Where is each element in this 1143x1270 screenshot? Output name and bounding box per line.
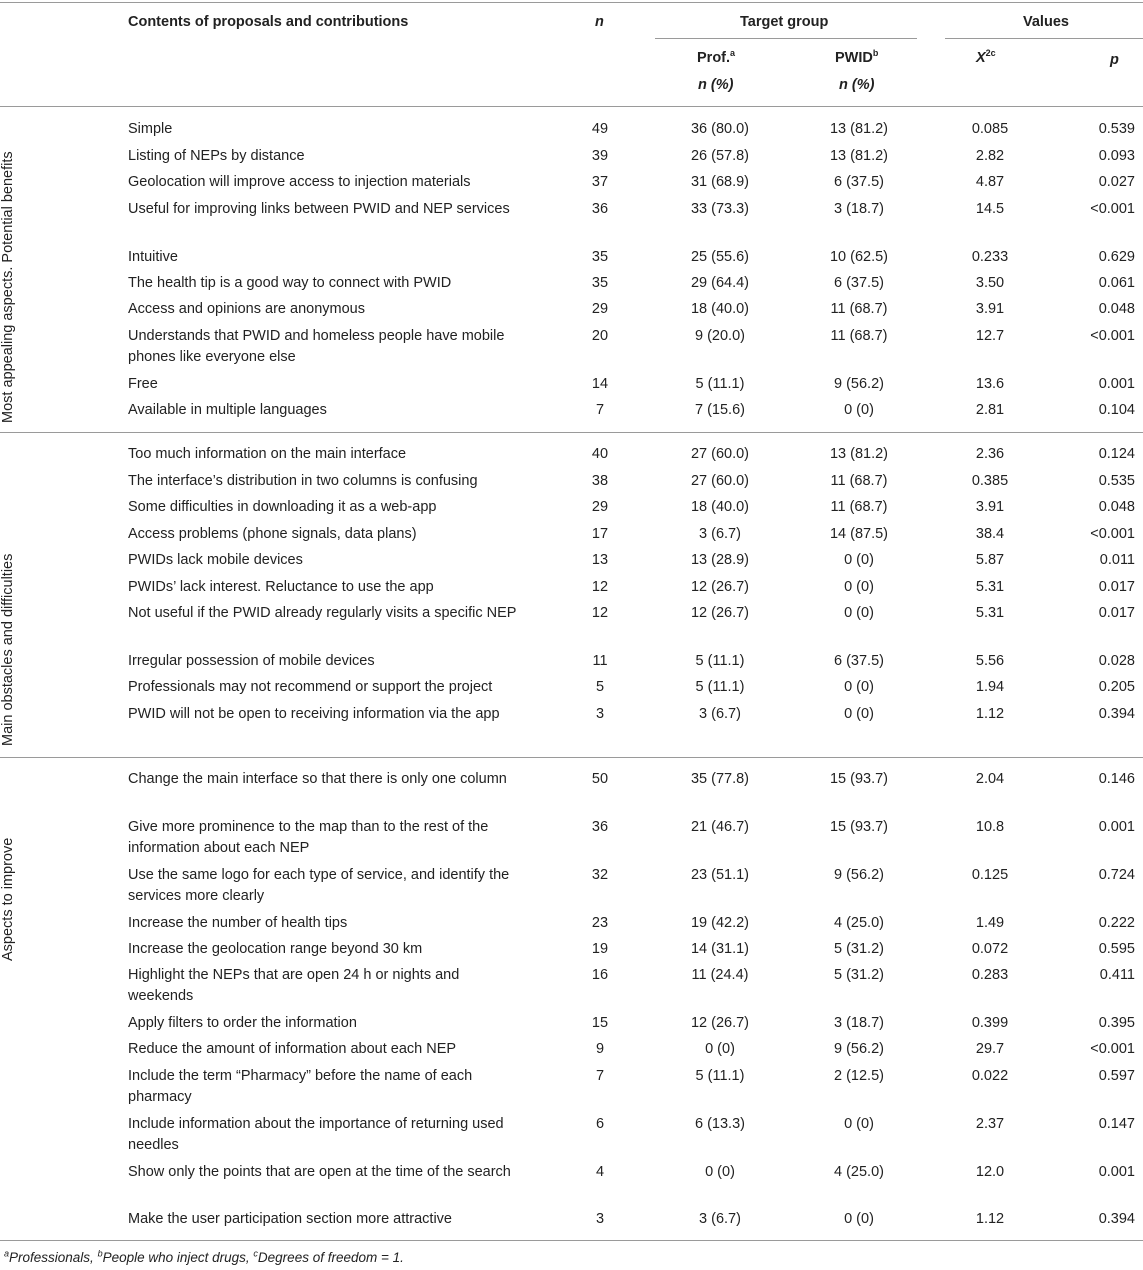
row-content: Geolocation will improve access to injection materials (128, 174, 471, 190)
row-p: 0.027 (1098, 174, 1135, 190)
row-x2: 38.4 (975, 526, 1005, 542)
row-content: Not useful if the PWID already regularly visits a specific NEP (128, 605, 517, 621)
row-x2: 1.12 (975, 1211, 1005, 1227)
row-x2: 2.81 (975, 402, 1005, 418)
row-x2: 1.49 (975, 915, 1005, 931)
row-pwid: 0 (0) (844, 402, 874, 418)
row-n: 17 (591, 526, 609, 542)
row-p: 0.539 (1098, 121, 1135, 137)
row-n: 12 (591, 579, 609, 595)
row-p: 0.394 (1098, 706, 1135, 722)
row-pwid: 2 (12.5) (834, 1068, 884, 1084)
row-p: 0.017 (1098, 579, 1135, 595)
row-pwid: 6 (37.5) (834, 174, 884, 190)
row-p: 0.001 (1098, 819, 1135, 835)
row-n: 3 (595, 706, 605, 722)
row-x2: 14.5 (975, 201, 1005, 217)
row-x2: 2.04 (975, 771, 1005, 787)
row-pwid: 9 (56.2) (834, 376, 884, 392)
row-prof: 3 (6.7) (699, 526, 741, 542)
row-x2: 3.50 (975, 275, 1005, 291)
row-p: <0.001 (1090, 526, 1135, 542)
row-content: Too much information on the main interface (128, 446, 407, 462)
bottom-rule (0, 1240, 1143, 1241)
row-p: 0.535 (1098, 473, 1135, 489)
section-label: Most appealing aspects. Potential benefits (0, 151, 16, 423)
section-label: Main obstacles and difficulties (0, 553, 16, 746)
header-values: Values (1023, 14, 1069, 30)
row-pwid: 15 (93.7) (829, 771, 889, 787)
row-pwid: 13 (81.2) (829, 148, 889, 164)
row-p: 0.048 (1098, 301, 1135, 317)
header-pwid-sub: n (%) (839, 77, 875, 93)
row-pwid: 11 (68.7) (830, 499, 888, 515)
row-p: 0.028 (1098, 653, 1135, 669)
row-content: Reduce the amount of information about each NEP (128, 1041, 457, 1057)
row-prof: 7 (15.6) (695, 402, 745, 418)
row-x2: 1.94 (975, 679, 1005, 695)
row-pwid: 0 (0) (844, 552, 874, 568)
target-group-rule (655, 38, 917, 39)
top-rule (0, 2, 1143, 3)
row-pwid: 4 (25.0) (834, 915, 884, 931)
row-prof: 5 (11.1) (695, 1068, 745, 1084)
row-pwid: 9 (56.2) (834, 867, 884, 883)
row-p: 0.001 (1098, 376, 1135, 392)
row-n: 6 (595, 1116, 605, 1132)
row-pwid: 6 (37.5) (834, 275, 884, 291)
row-n: 7 (595, 402, 605, 418)
row-n: 20 (591, 328, 609, 344)
row-prof: 21 (46.7) (690, 819, 750, 835)
row-content: Include the term “Pharmacy” before the name of each pharmacy (128, 1068, 473, 1105)
row-content: Apply filters to order the information (128, 1015, 357, 1031)
row-pwid: 0 (0) (844, 605, 874, 621)
row-pwid: 13 (81.2) (829, 446, 889, 462)
header-prof-sub: n (%) (698, 77, 734, 93)
row-content: Free (128, 376, 158, 392)
row-x2: 5.31 (975, 579, 1005, 595)
row-p: 0.011 (1099, 552, 1135, 568)
row-x2: 5.87 (975, 552, 1005, 568)
row-prof: 9 (20.0) (695, 328, 745, 344)
row-pwid: 10 (62.5) (829, 249, 889, 265)
row-prof: 14 (31.1) (690, 941, 750, 957)
row-content: Professionals may not recommend or support the project (128, 679, 493, 695)
row-n: 23 (591, 915, 609, 931)
row-n: 29 (591, 499, 609, 515)
row-x2: 3.91 (975, 301, 1005, 317)
section-label: Aspects to improve (0, 837, 16, 961)
row-pwid: 11 (68.7) (830, 473, 888, 489)
row-prof: 27 (60.0) (690, 446, 750, 462)
section-rule (0, 432, 1143, 433)
row-pwid: 0 (0) (844, 706, 874, 722)
row-p: 0.724 (1098, 867, 1135, 883)
row-n: 35 (591, 275, 609, 291)
row-prof: 5 (11.1) (695, 679, 745, 695)
row-n: 36 (591, 819, 609, 835)
row-content: Highlight the NEPs that are open 24 h or nights and weekends (128, 967, 460, 1004)
row-prof: 25 (55.6) (690, 249, 750, 265)
row-n: 9 (595, 1041, 605, 1057)
row-x2: 2.82 (975, 148, 1005, 164)
row-prof: 12 (26.7) (690, 579, 750, 595)
row-pwid: 0 (0) (844, 579, 874, 595)
row-p: 0.093 (1098, 148, 1135, 164)
row-pwid: 3 (18.7) (834, 1015, 884, 1031)
row-n: 37 (591, 174, 609, 190)
row-x2: 0.399 (971, 1015, 1009, 1031)
values-rule (945, 38, 1143, 39)
row-x2: 0.085 (971, 121, 1009, 137)
row-x2: 5.31 (975, 605, 1005, 621)
row-pwid: 9 (56.2) (834, 1041, 884, 1057)
row-content: Understands that PWID and homeless people have mobile phones like everyone else (128, 328, 505, 365)
row-content: Use the same logo for each type of service, and identify the services more clearly (128, 867, 510, 904)
row-content: PWIDs’ lack interest. Reluctance to use the app (128, 579, 434, 595)
row-pwid: 11 (68.7) (830, 301, 888, 317)
header-prof: Prof.$^a$ (697, 48, 736, 66)
row-n: 49 (591, 121, 609, 137)
row-p: 0.001 (1098, 1164, 1135, 1180)
row-prof: 5 (11.1) (695, 376, 745, 392)
row-pwid: 0 (0) (844, 679, 874, 695)
row-p: 0.395 (1098, 1015, 1135, 1031)
row-prof: 13 (28.9) (690, 552, 750, 568)
row-n: 35 (591, 249, 609, 265)
header-n: n (595, 14, 604, 30)
row-content: Useful for improving links between PWID and NEP services (128, 201, 510, 217)
row-n: 50 (591, 771, 609, 787)
row-n: 14 (591, 376, 609, 392)
row-x2: 10.8 (975, 819, 1005, 835)
row-content: Access problems (phone signals, data plans) (128, 526, 417, 542)
row-x2: 5.56 (975, 653, 1005, 669)
row-x2: 4.87 (975, 174, 1005, 190)
row-prof: 12 (26.7) (690, 1015, 750, 1031)
row-n: 15 (591, 1015, 609, 1031)
row-content: Include information about the importance of returning used needles (128, 1116, 504, 1153)
row-p: 0.147 (1098, 1116, 1135, 1132)
row-content: Listing of NEPs by distance (128, 148, 305, 164)
row-p: 0.205 (1098, 679, 1135, 695)
row-p: 0.146 (1098, 771, 1135, 787)
row-prof: 0 (0) (705, 1164, 735, 1180)
row-prof: 3 (6.7) (699, 706, 741, 722)
row-x2: 0.125 (971, 867, 1009, 883)
row-n: 40 (591, 446, 609, 462)
row-p: <0.001 (1090, 1041, 1135, 1057)
row-n: 19 (591, 941, 609, 957)
row-prof: 35 (77.8) (690, 771, 750, 787)
row-p: 0.595 (1098, 941, 1135, 957)
row-x2: 2.37 (975, 1116, 1005, 1132)
header-rule (0, 106, 1143, 107)
row-n: 38 (591, 473, 609, 489)
row-x2: 29.7 (975, 1041, 1005, 1057)
row-x2: 0.283 (971, 967, 1009, 983)
row-p: 0.048 (1098, 499, 1135, 515)
row-x2: 12.0 (975, 1164, 1005, 1180)
row-prof: 27 (60.0) (690, 473, 750, 489)
row-content: Give more prominence to the map than to the rest of the information about each NEP (128, 819, 489, 856)
section-rule (0, 757, 1143, 758)
header-p: p (1110, 52, 1119, 68)
row-x2: 12.7 (975, 328, 1005, 344)
row-n: 29 (591, 301, 609, 317)
row-x2: 2.36 (975, 446, 1005, 462)
row-prof: 3 (6.7) (699, 1211, 741, 1227)
row-content: The interface’s distribution in two columns is confusing (128, 473, 478, 489)
row-prof: 26 (57.8) (690, 148, 750, 164)
row-content: Simple (128, 121, 173, 137)
row-prof: 6 (13.3) (695, 1116, 745, 1132)
row-prof: 31 (68.9) (690, 174, 750, 190)
row-n: 13 (591, 552, 609, 568)
row-p: <0.001 (1090, 328, 1135, 344)
row-prof: 23 (51.1) (690, 867, 750, 883)
row-prof: 19 (42.2) (690, 915, 750, 931)
row-pwid: 6 (37.5) (834, 653, 884, 669)
row-pwid: 0 (0) (844, 1116, 874, 1132)
row-n: 32 (591, 867, 609, 883)
row-prof: 18 (40.0) (690, 499, 750, 515)
row-content: Increase the number of health tips (128, 915, 348, 931)
row-n: 12 (591, 605, 609, 621)
row-p: 0.017 (1098, 605, 1135, 621)
row-pwid: 3 (18.7) (834, 201, 884, 217)
row-prof: 33 (73.3) (690, 201, 750, 217)
row-x2: 0.072 (971, 941, 1009, 957)
row-content: PWIDs lack mobile devices (128, 552, 303, 568)
row-prof: 12 (26.7) (690, 605, 750, 621)
row-x2: 0.385 (971, 473, 1009, 489)
row-n: 5 (595, 679, 605, 695)
row-x2: 0.022 (971, 1068, 1009, 1084)
row-pwid: 5 (31.2) (834, 967, 884, 983)
row-p: 0.597 (1098, 1068, 1135, 1084)
row-p: <0.001 (1090, 201, 1135, 217)
row-p: 0.411 (1099, 967, 1135, 983)
row-prof: 5 (11.1) (695, 653, 745, 669)
row-content: Show only the points that are open at the time of the search (128, 1164, 511, 1180)
row-pwid: 15 (93.7) (829, 819, 889, 835)
row-n: 11 (592, 653, 608, 669)
row-p: 0.394 (1098, 1211, 1135, 1227)
row-pwid: 13 (81.2) (829, 121, 889, 137)
row-p: 0.104 (1098, 402, 1135, 418)
header-target-group: Target group (740, 14, 829, 30)
row-n: 3 (595, 1211, 605, 1227)
header-contents: Contents of proposals and contributions (128, 14, 409, 30)
row-n: 16 (591, 967, 609, 983)
footnote: $^a$Professionals, $^b$People who inject drugs, $^c$Degrees of freedom = 1. (4, 1248, 404, 1265)
row-n: 7 (595, 1068, 605, 1084)
row-prof: 29 (64.4) (690, 275, 750, 291)
row-x2: 3.91 (975, 499, 1005, 515)
row-x2: 0.233 (971, 249, 1009, 265)
row-content: The health tip is a good way to connect with PWID (128, 275, 452, 291)
row-content: Intuitive (128, 249, 178, 265)
header-x2: $X^{2c}$ (976, 48, 996, 66)
row-n: 4 (595, 1164, 605, 1180)
row-prof: 36 (80.0) (690, 121, 750, 137)
row-content: Increase the geolocation range beyond 30 km (128, 941, 423, 957)
row-x2: 1.12 (975, 706, 1005, 722)
row-content: Some difficulties in downloading it as a web-app (128, 499, 437, 515)
row-prof: 0 (0) (705, 1041, 735, 1057)
row-pwid: 11 (68.7) (830, 328, 888, 344)
row-content: Access and opinions are anonymous (128, 301, 365, 317)
row-n: 39 (591, 148, 609, 164)
row-content: Irregular possession of mobile devices (128, 653, 375, 669)
row-pwid: 5 (31.2) (834, 941, 884, 957)
row-content: Change the main interface so that there is only one column (128, 771, 507, 787)
row-p: 0.061 (1098, 275, 1135, 291)
row-content: Make the user participation section more attractive (128, 1211, 452, 1227)
row-pwid: 4 (25.0) (834, 1164, 884, 1180)
header-pwid: PWID$^b$ (835, 48, 879, 66)
row-p: 0.124 (1098, 446, 1135, 462)
row-prof: 18 (40.0) (690, 301, 750, 317)
row-prof: 11 (24.4) (691, 967, 749, 983)
row-n: 36 (591, 201, 609, 217)
row-pwid: 14 (87.5) (829, 526, 889, 542)
row-p: 0.222 (1098, 915, 1135, 931)
row-p: 0.629 (1098, 249, 1135, 265)
row-content: PWID will not be open to receiving information via the app (128, 706, 500, 722)
row-pwid: 0 (0) (844, 1211, 874, 1227)
row-content: Available in multiple languages (128, 402, 327, 418)
row-x2: 13.6 (975, 376, 1005, 392)
